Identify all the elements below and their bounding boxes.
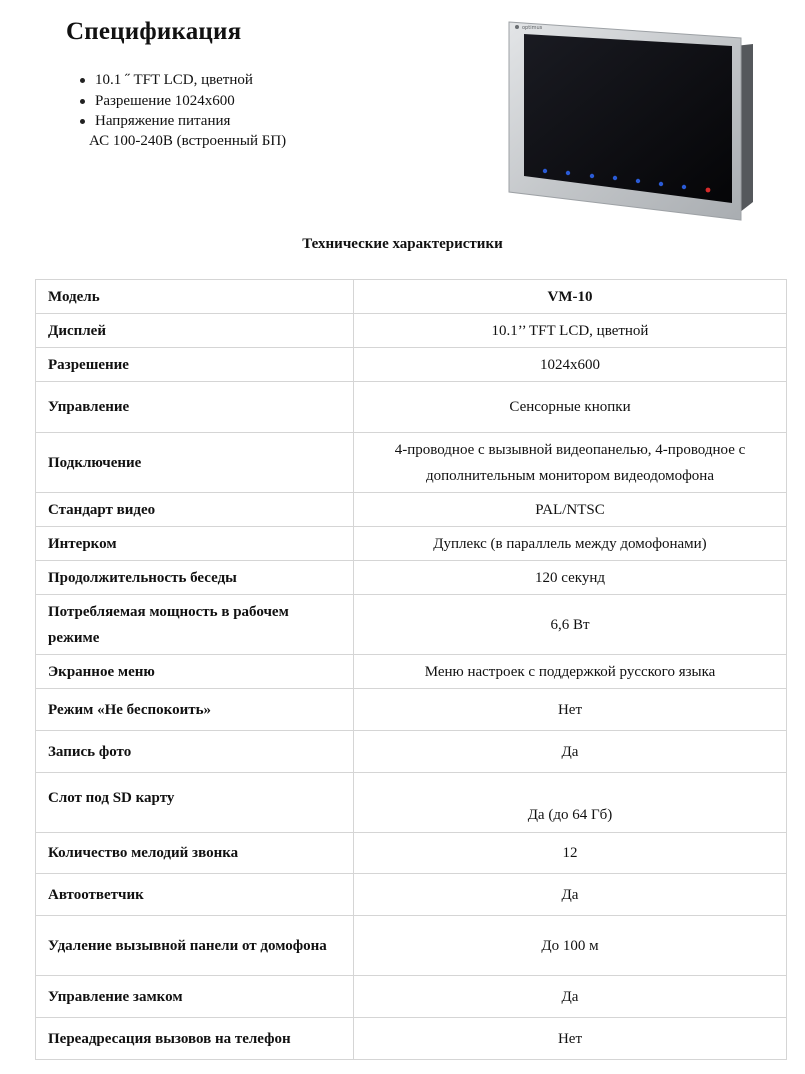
spec-key: Модель [36,280,354,314]
spec-key: Стандарт видео [36,493,354,527]
spec-value: Да [354,874,787,916]
table-row [36,976,787,1018]
spec-key: Потребляемая мощность в рабочем режиме [36,595,354,655]
table-row [36,280,787,314]
table-row [36,314,787,348]
touch-button-icon [566,171,570,175]
spec-value: Нет [354,1018,787,1060]
spec-key: Переадресация вызовов на телефон [36,1018,354,1060]
spec-value: PAL/NTSC [354,493,787,527]
spec-value: 1024x600 [354,348,787,382]
spec-value: До 100 м [354,916,787,976]
spec-value: 120 секунд [354,561,787,595]
spec-key: Экранное меню [36,655,354,689]
table-row [36,833,787,874]
spec-key: Слот под SD карту [36,773,354,833]
spec-key: Интерком [36,527,354,561]
monitor-product-image [497,16,759,222]
table-row [36,527,787,561]
table-row [36,595,787,655]
feature-list [78,70,253,132]
call-button-icon [706,188,711,193]
table-row [36,382,787,433]
spec-key: Дисплей [36,314,354,348]
spec-value: Нет [354,689,787,731]
table-row [36,773,787,833]
table-row [36,689,787,731]
spec-value: VM-10 [354,280,787,314]
spec-value: Дуплекс (в параллель между домофонами) [354,527,787,561]
spec-key: Управление [36,382,354,433]
spec-value: Сенсорные кнопки [354,382,787,433]
spec-key: Количество мелодий звонка [36,833,354,874]
spec-key: Подключение [36,433,354,493]
spec-value: 10.1’’ TFT LCD, цветной [354,314,787,348]
brand-logo-text: optimus [522,25,543,31]
touch-button-icon [659,182,663,186]
touch-button-icon [613,176,617,180]
feature-item: 10.1 ˝ TFT LCD, цветной [78,70,253,91]
spec-value: Да [354,976,787,1018]
spec-key: Разрешение [36,348,354,382]
spec-value: 12 [354,833,787,874]
table-row [36,348,787,382]
table-row [36,561,787,595]
table-row [36,916,787,976]
spec-key: Удаление вызывной панели от домофона [36,916,354,976]
spec-table [35,279,787,1060]
table-row [36,731,787,773]
spec-value: Да (до 64 Гб) [354,773,787,833]
spec-key: Автоответчик [36,874,354,916]
spec-key: Режим «Не беспокоить» [36,689,354,731]
touch-button-icon [636,179,640,183]
touch-button-icon [682,185,686,189]
feature-item: Напряжение питания [78,111,253,132]
table-row [36,433,787,493]
touch-button-icon [590,174,594,178]
spec-key: Запись фото [36,731,354,773]
monitor-screen [524,34,732,203]
table-row [36,874,787,916]
feature-item: Разрешение 1024x600 [78,91,253,112]
touch-button-icon [543,169,547,173]
spec-value: 6,6 Вт [354,595,787,655]
spec-key: Продолжительность беседы [36,561,354,595]
table-row [36,655,787,689]
page-title: Спецификация [66,18,242,45]
spec-value: Меню настроек с поддержкой русского языка [354,655,787,689]
table-row [36,1018,787,1060]
feature-continuation: АС 100-240В (встроенный БП) [89,133,287,149]
spec-key: Управление замком [36,976,354,1018]
table-row [36,493,787,527]
brand-logo-dot [515,25,519,29]
section-heading: Технические характеристики [302,236,503,252]
spec-value: Да [354,731,787,773]
spec-value: 4-проводное с вызывной видеопанелью, 4-проводное с дополнительным монитором видеодомофона [354,433,787,493]
